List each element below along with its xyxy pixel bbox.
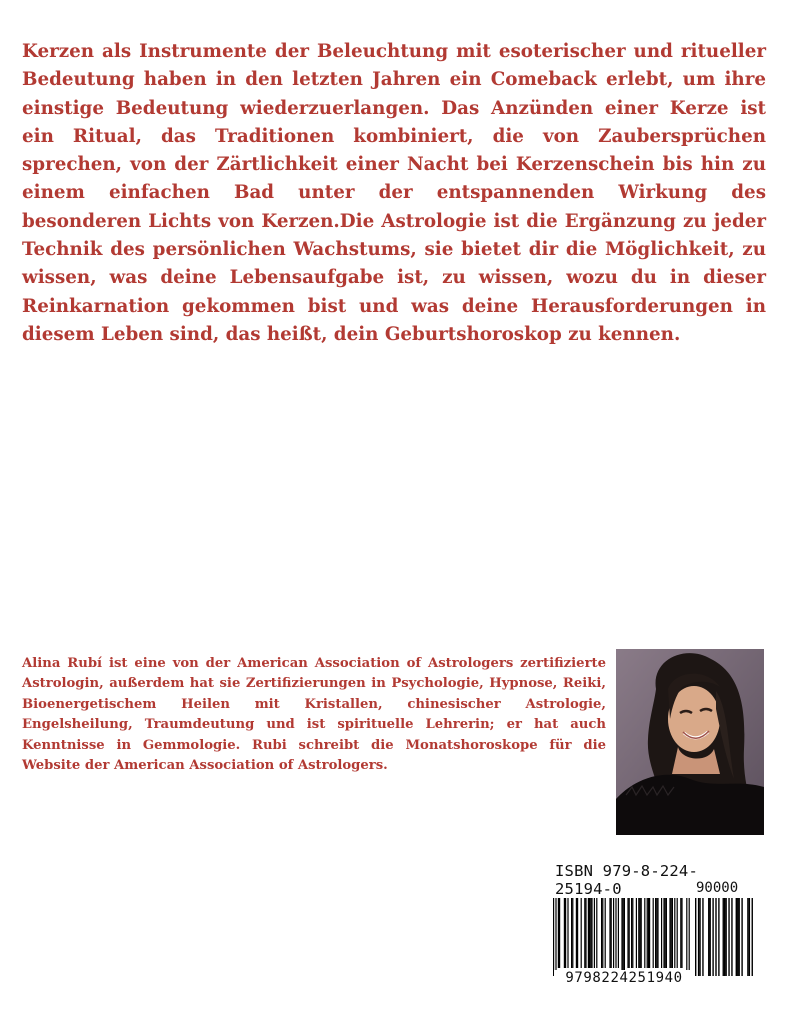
- barcode-bar: [653, 898, 654, 968]
- back-cover-blurb: Kerzen als Instrumente der Beleuchtung mit esoterischer und ritueller Bedeutung haben in den letzten Jahren ein Comeback erlebt, um ihre einstige Bedeutung wiederzuerlangen. Das Anzünden einer Kerze ist ein Ritual, das Traditionen kombiniert, die von Zaubersprüchen sprechen, von der Zärtlichkeit einer Nacht bei Kerzenschein bis hin zu einem einfachen Bad unter der entspannenden Wirkung des besonderen Lichts von Kerzen.Die Astrologie ist die Ergänzung zu jeder Technik des persönlichen Wachstums, sie bietet dir die Möglichkeit, zu wissen, was deine Lebensaufgabe ist, zu wissen, wozu du in dieser Reinkarnation gekommen bist und was deine Herausforderungen in diesem Leben sind, das heißt, dein Geburtshoroskop zu kennen.: [22, 41, 766, 345]
- barcode-bar: [644, 898, 645, 968]
- barcode-bar: [571, 898, 572, 968]
- addon-bar: [695, 898, 696, 976]
- barcode-bar: [553, 898, 554, 976]
- addon-bar: [723, 898, 724, 976]
- barcode-bar: [639, 898, 640, 968]
- isbn-label: ISBN 979-8-224-25194-0: [555, 862, 698, 898]
- barcode-digits: 9798224251940: [554, 970, 694, 986]
- barcode-bar: [596, 898, 597, 968]
- addon-bar: [725, 898, 726, 976]
- barcode-bar: [663, 898, 664, 968]
- barcode-bar: [605, 898, 606, 968]
- barcode-bar: [632, 898, 633, 968]
- addon-bar: [708, 898, 709, 976]
- barcode-bar: [638, 898, 639, 968]
- barcode-bar: [641, 898, 642, 968]
- barcode-bar: [671, 898, 672, 968]
- barcode-bar: [576, 898, 577, 968]
- barcode-bar: [648, 898, 649, 968]
- barcode-bar: [623, 898, 624, 976]
- addon-bar: [737, 898, 738, 976]
- barcode-bar: [565, 898, 566, 968]
- barcode-bar: [624, 898, 625, 976]
- barcode-bar: [665, 898, 666, 968]
- barcode-bar: [672, 898, 673, 968]
- barcode-bar: [621, 898, 622, 976]
- barcode-bar: [627, 898, 628, 968]
- addon-bar: [718, 898, 719, 976]
- barcode-bar: [611, 898, 612, 968]
- addon-bar: [739, 898, 740, 976]
- addon-bar: [741, 898, 742, 976]
- barcode-bar: [649, 898, 650, 968]
- barcode-bar: [601, 898, 602, 968]
- barcode-bar: [655, 898, 656, 968]
- barcode-bar: [581, 898, 582, 968]
- barcode-bar: [656, 898, 657, 968]
- barcode-bar: [618, 898, 619, 968]
- author-portrait-image: [616, 649, 764, 835]
- barcode-bar: [615, 898, 616, 968]
- barcode-bar: [564, 898, 565, 968]
- barcode-bar: [567, 898, 568, 968]
- addon-bar: [728, 898, 729, 976]
- barcode-bar: [613, 898, 614, 968]
- barcode-bar: [591, 898, 592, 968]
- addon-bar: [749, 898, 750, 976]
- author-photo: [616, 649, 764, 835]
- addon-bar: [724, 898, 725, 976]
- barcode-bar: [594, 898, 595, 968]
- barcode-bar: [572, 898, 573, 968]
- addon-bar: [702, 898, 703, 976]
- barcode-bar: [559, 898, 560, 968]
- addon-bar: [715, 898, 716, 976]
- barcode-bar: [577, 898, 578, 968]
- barcode-bar: [666, 898, 667, 968]
- barcode-bar: [661, 898, 662, 968]
- barcode-bar: [677, 898, 678, 968]
- barcode-bars: [549, 898, 758, 978]
- barcode-bar: [590, 898, 591, 968]
- barcode-bar: [602, 898, 603, 968]
- barcode-bar: [669, 898, 670, 968]
- barcode-bar: [657, 898, 658, 968]
- barcode-bar: [588, 898, 589, 968]
- barcode-bar: [689, 898, 690, 976]
- barcode-bar: [647, 898, 648, 968]
- addon-bar: [712, 898, 713, 976]
- barcode-bar: [584, 898, 585, 968]
- addon-bar: [710, 898, 711, 976]
- addon-bar: [699, 898, 700, 976]
- barcode-bar: [631, 898, 632, 968]
- isbn-barcode: [549, 862, 758, 990]
- barcode-bar: [636, 898, 637, 968]
- price-code: 90000: [696, 880, 739, 896]
- addon-bar: [698, 898, 699, 976]
- barcode-bar: [609, 898, 610, 968]
- barcode-bar: [686, 898, 687, 976]
- addon-bar: [731, 898, 732, 976]
- barcode-bar: [589, 898, 590, 968]
- addon-bar: [752, 898, 753, 976]
- barcode-bar: [681, 898, 682, 968]
- addon-bar: [736, 898, 737, 976]
- barcode-bar: [674, 898, 675, 968]
- barcode-bar: [680, 898, 681, 968]
- barcode-bar: [558, 898, 559, 968]
- barcode-bar: [555, 898, 556, 976]
- addon-bar: [747, 898, 748, 976]
- barcode-bar: [629, 898, 630, 968]
- barcode-bar: [585, 898, 586, 968]
- author-bio: Alina Rubí ist eine von der American Association of Astrologers zertifizierte Astrologin, außerdem hat sie Zertifizierungen in Psychologie, Hypnose, Reiki, Bioenergetischem Heilen mit Kristallen, chinesischer Astrologie, Engelsheilung, Traumdeutung und ist spirituelle Lehrerin; er hat auch Kenntnisse in Gemmologie. Rubi schreibt die Monatshoroskope für die Website der American Association of Astrologers.: [22, 656, 606, 774]
